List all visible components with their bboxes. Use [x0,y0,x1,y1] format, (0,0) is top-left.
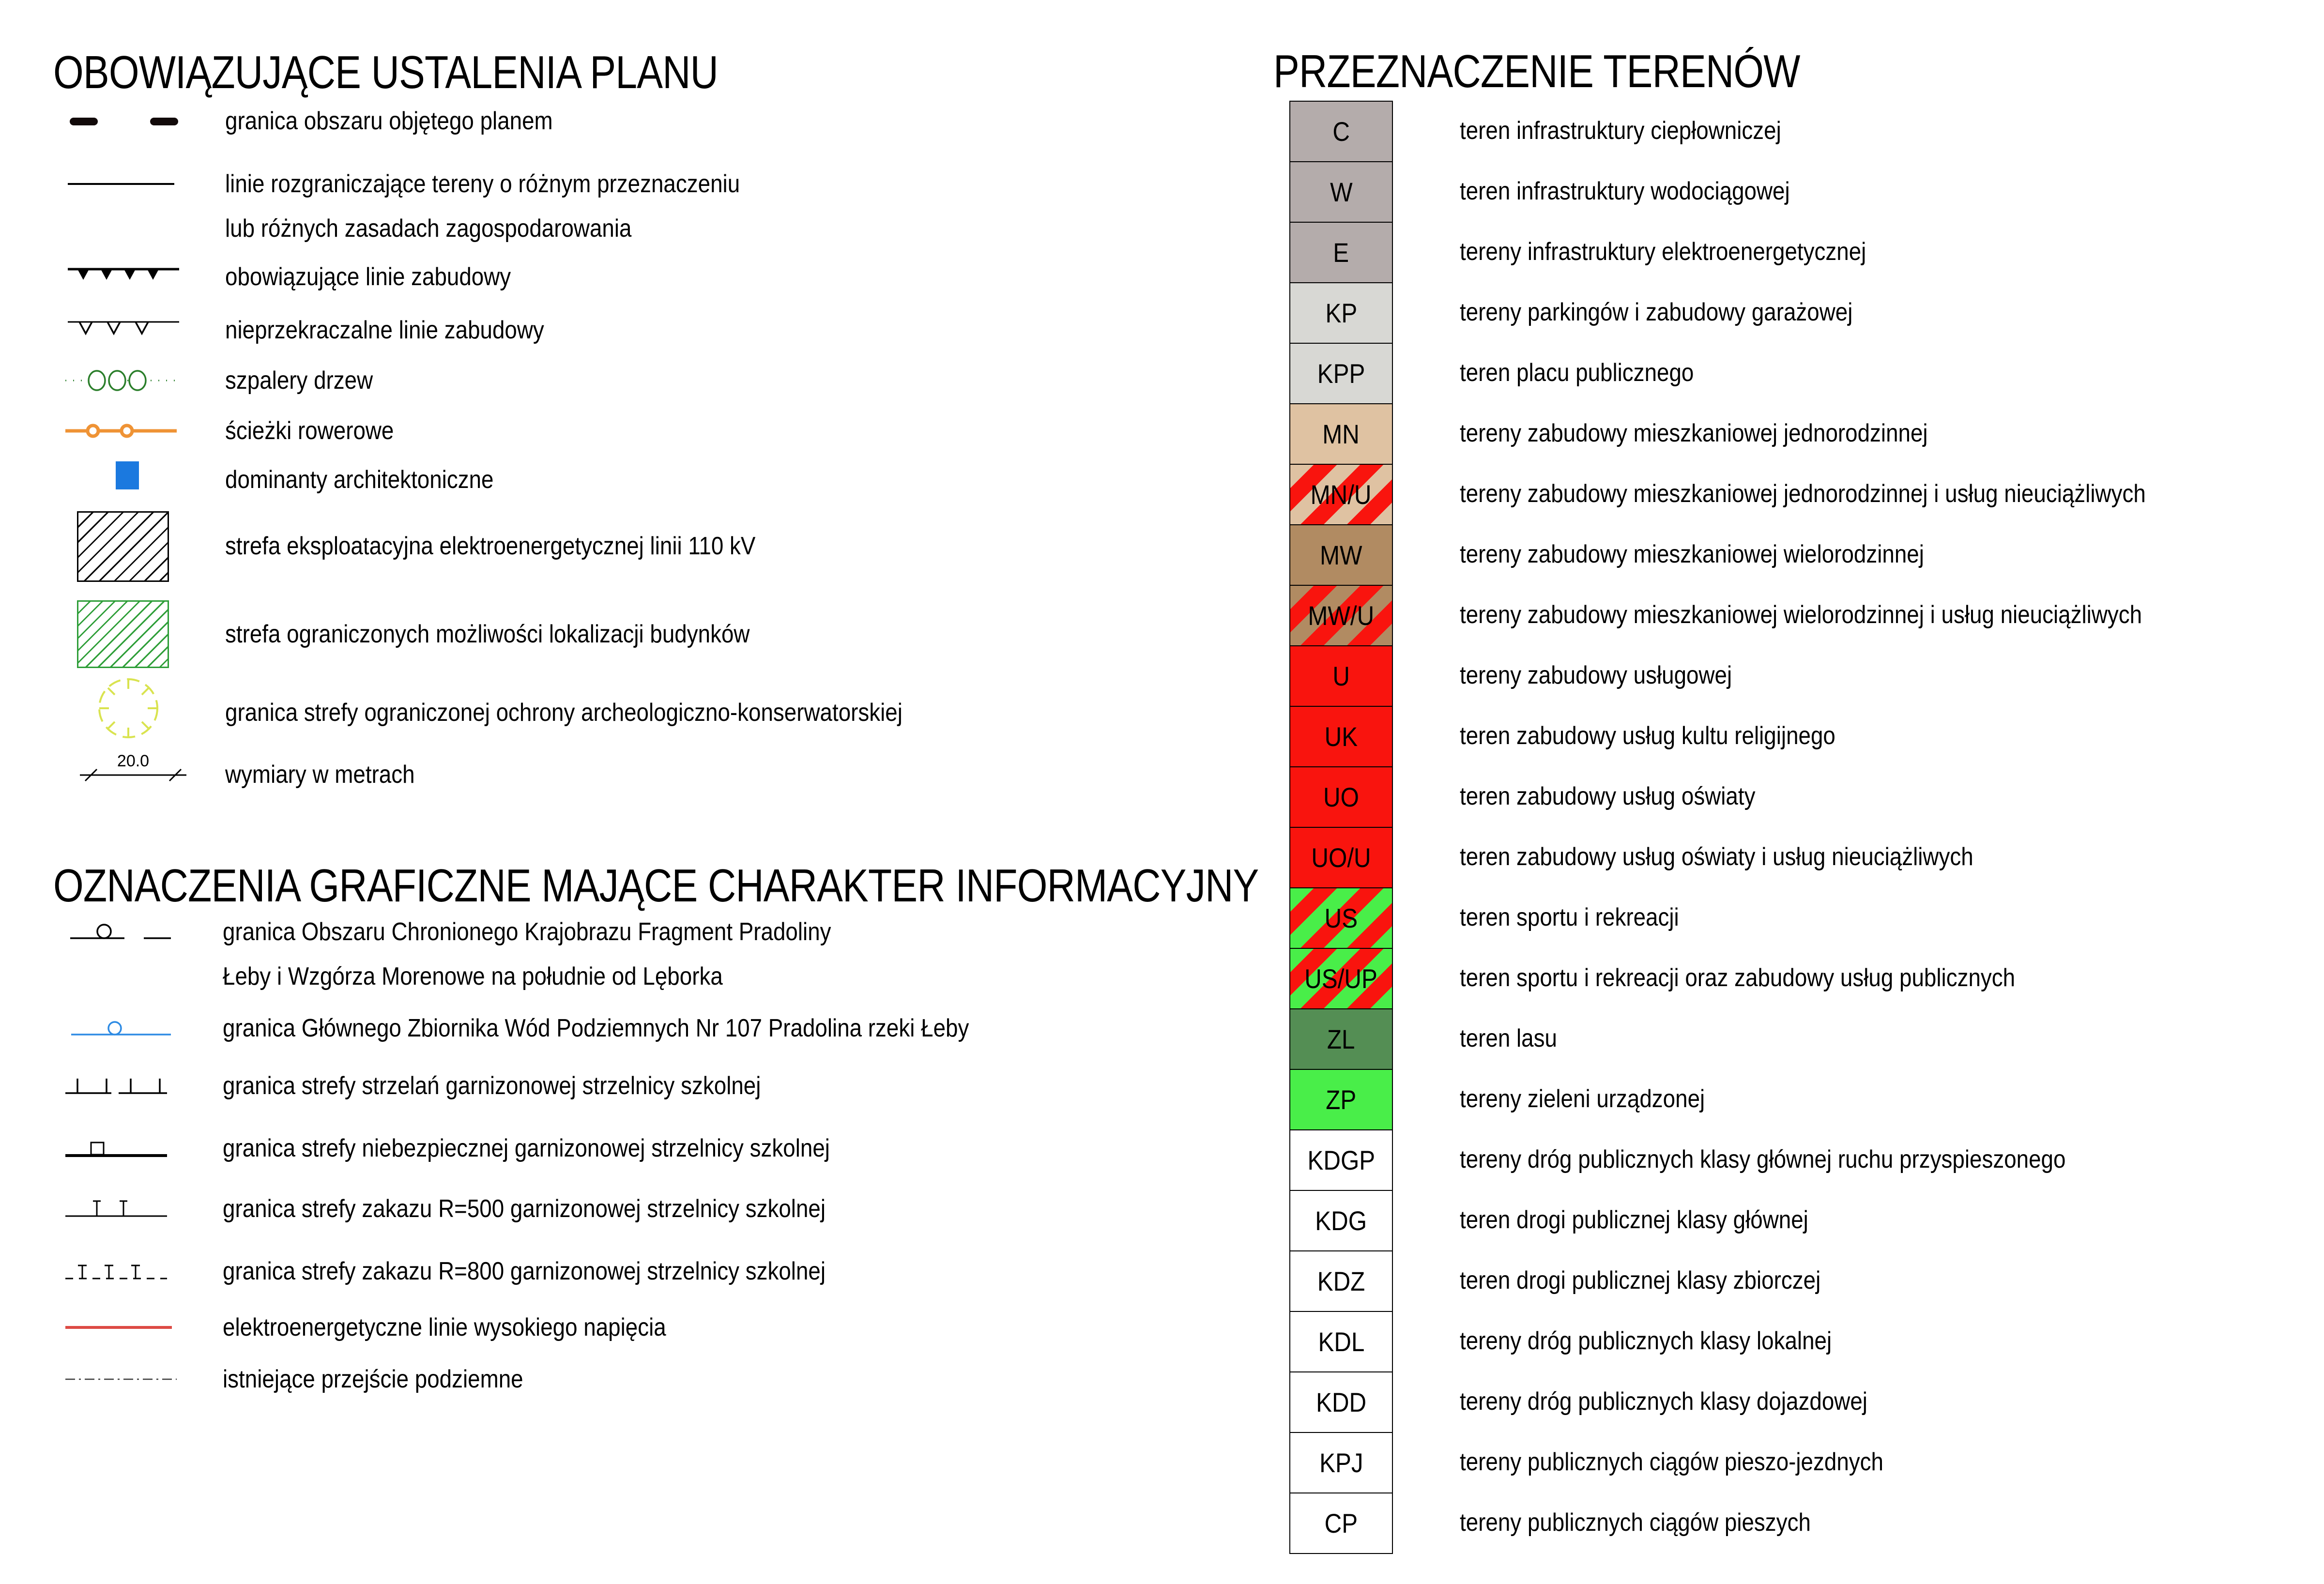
r500-zone-boundary-symbol [63,1194,179,1223]
zone-label: teren infrastruktury wodociągowej [1460,177,1790,205]
zone-label: tereny zabudowy mieszkaniowej jednorodzinnej [1460,419,1928,447]
archeo-protection-circle-symbol [92,672,165,745]
zone-swatch-c [1289,101,1393,162]
zone-label: teren infrastruktury ciepłowniczej [1460,117,1781,145]
zone-swatch-kdg [1289,1190,1393,1251]
zone-label: teren drogi publicznej klasy zbiorczej [1460,1266,1821,1295]
zone-swatch-kp [1289,282,1393,344]
zone-swatch-uk [1289,706,1393,767]
zone-label: teren drogi publicznej klasy głównej [1460,1206,1808,1234]
zone-label: tereny zabudowy usługowej [1460,661,1732,689]
legend-item-label: granica strefy strzelań garnizonowej strzelnicy szkolnej [223,1072,761,1100]
groundwater-reservoir-boundary-symbol [63,1015,184,1041]
shooting-zone-boundary-symbol [63,1071,179,1100]
high-voltage-line-symbol [65,1326,172,1329]
zone-label: tereny dróg publicznych klasy dojazdowej [1460,1387,1867,1416]
zone-code: KDD [1315,1387,1367,1417]
underground-passage-symbol [63,1374,184,1384]
legend-item-label: elektroenergetyczne linie wysokiego napięcia [223,1313,666,1341]
zone-swatch-mw [1289,524,1393,586]
zone-label: tereny infrastruktury elektroenergetycznej [1460,238,1866,266]
legend-item-label: istniejące przejście podziemne [223,1365,523,1393]
legend-item-label: strefa eksploatacyjna elektroenergetycznej linii 110 kV [225,532,756,560]
legend-item-label: granica strefy niebezpiecznej garnizonowej strzelnicy szkolnej [223,1134,830,1162]
legend-item-label: szpalery drzew [225,366,373,395]
legend-item-label: nieprzekraczalne linie zabudowy [225,316,544,344]
max-building-line-symbol [63,320,184,344]
zone-label: teren zabudowy usług kultu religijnego [1460,722,1835,750]
zone-label: teren lasu [1460,1024,1557,1052]
zone-code: C [1332,116,1350,147]
zone-label: teren sportu i rekreacji oraz zabudowy usług publicznych [1460,964,2016,992]
zone-code: UO [1323,782,1359,812]
zone-label: tereny dróg publicznych klasy głównej ruchu przyspieszonego [1460,1145,2066,1173]
zone-code: UK [1324,721,1358,752]
plan-section-title: OBOWIĄZUJĄCE USTALENIA PLANU [53,46,719,98]
zone-swatch-w [1289,161,1393,223]
r800-zone-boundary-symbol [63,1257,179,1286]
zone-label: tereny zieleni urządzonej [1460,1085,1705,1113]
zone-code: E [1333,237,1349,268]
zone-swatch-mnu [1289,464,1393,525]
power-line-zone-hatch-symbol [77,511,169,582]
zone-label: teren zabudowy usług oświaty [1460,782,1756,810]
legend-item-label: strefa ograniczonych możliwości lokalizacji budynków [225,620,750,648]
zone-label: tereny zabudowy mieszkaniowej wielorodzinnej [1460,540,1924,568]
zone-code: U [1332,661,1350,691]
svg-text:20.0: 20.0 [117,752,150,770]
zone-swatch-zp [1289,1069,1393,1130]
zone-code: KDGP [1307,1145,1375,1175]
zones-section-title: PRZEZNACZENIE TERENÓW [1273,46,1800,97]
zone-label: teren sportu i rekreacji [1460,903,1679,931]
landscape-area-boundary-symbol [63,919,184,945]
zone-label: tereny publicznych ciągów pieszo-jezdnych [1460,1448,1883,1476]
plan-boundary-symbol [63,111,184,131]
zone-swatch-us [1289,887,1393,949]
zone-code: KPJ [1319,1447,1363,1478]
zone-label: tereny zabudowy mieszkaniowej wielorodzinnej i usług nieuciążliwych [1460,601,2142,629]
zone-code: KDG [1315,1205,1367,1236]
zone-label: tereny zabudowy mieszkaniowej jednorodzinnej i usług nieuciążliwych [1460,480,2146,508]
zone-code: KDZ [1317,1266,1365,1296]
zone-swatch-zl [1289,1008,1393,1070]
zone-swatch-usup [1289,948,1393,1009]
zone-code: ZP [1326,1084,1357,1115]
zone-code: MN/U [1311,479,1372,510]
zone-code: KPP [1317,358,1365,389]
zone-code: KP [1325,298,1357,328]
architectural-dominant-symbol [116,461,139,489]
zone-code: US [1324,903,1358,933]
zone-swatch-kpp [1289,343,1393,404]
zone-swatch-kpj [1289,1432,1393,1493]
zone-swatch-mwu [1289,585,1393,646]
zone-swatch-kdgp [1289,1129,1393,1191]
legend-item-label: granica strefy zakazu R=800 garnizonowej strzelnicy szkolnej [223,1257,826,1285]
zone-code: US/UP [1304,963,1378,994]
zone-swatch-mn [1289,403,1393,465]
building-restriction-hatch-symbol [77,600,169,668]
zone-swatch-uo [1289,766,1393,828]
zone-code: MW/U [1308,600,1375,631]
legend-item-label: obowiązujące linie zabudowy [225,263,511,291]
zone-code: CP [1324,1508,1358,1538]
bike-path-symbol [63,422,184,440]
zone-swatch-e [1289,222,1393,283]
zone-code: MW [1320,540,1362,570]
zone-code: UO/U [1311,842,1371,873]
dividing-line-symbol [63,174,184,194]
legend-item-label: wymiary w metrach [225,761,415,789]
zone-swatch-kdl [1289,1311,1393,1372]
zone-code: KDL [1318,1326,1364,1357]
legend-item-label: granica Obszaru Chronionego Krajobrazu Fragment Pradoliny Łeby i Wzgórza Morenowe na południe od Lęborka [223,918,831,990]
legend-item-label: linie rozgraniczające tereny o różnym przeznaczeniu lub różnych zasadach zagospodarowania [225,170,740,243]
danger-zone-boundary-symbol [63,1134,179,1163]
zone-label: tereny publicznych ciągów pieszych [1460,1508,1811,1537]
zone-swatch-uou [1289,827,1393,888]
zone-label: teren zabudowy usług oświaty i usług nieuciążliwych [1460,843,1973,871]
zone-swatch-kdd [1289,1371,1393,1433]
zone-swatch-kdz [1289,1250,1393,1312]
zone-code: ZL [1327,1024,1355,1054]
legend-item-label: granica strefy zakazu R=500 garnizonowej strzelnicy szkolnej [223,1195,826,1223]
legend-item-label: granica Głównego Zbiornika Wód Podziemnych Nr 107 Pradolina rzeki Łeby [223,1014,969,1042]
legend-item-label: ścieżki rowerowe [225,417,394,445]
zone-swatch-u [1289,645,1393,707]
info-section-title: OZNACZENIA GRAFICZNE MAJĄCE CHARAKTER INFORMACYJNY [53,860,1259,912]
zone-label: tereny dróg publicznych klasy lokalnej [1460,1327,1832,1355]
dimension-symbol [77,748,189,787]
zone-code: MN [1322,419,1360,449]
mandatory-building-line-symbol [63,266,184,290]
zone-label: tereny parkingów i zabudowy garażowej [1460,298,1853,326]
legend-item-label: granica obszaru objętego planem [225,107,553,135]
zone-swatch-cp [1289,1493,1393,1554]
legend-item-label: dominanty architektoniczne [225,466,494,494]
zone-label: teren placu publicznego [1460,359,1694,387]
zone-code: W [1330,177,1353,207]
legend-item-label: granica strefy ograniczonej ochrony archeologiczno-konserwatorskiej [225,699,902,727]
tree-row-symbol [63,368,184,393]
